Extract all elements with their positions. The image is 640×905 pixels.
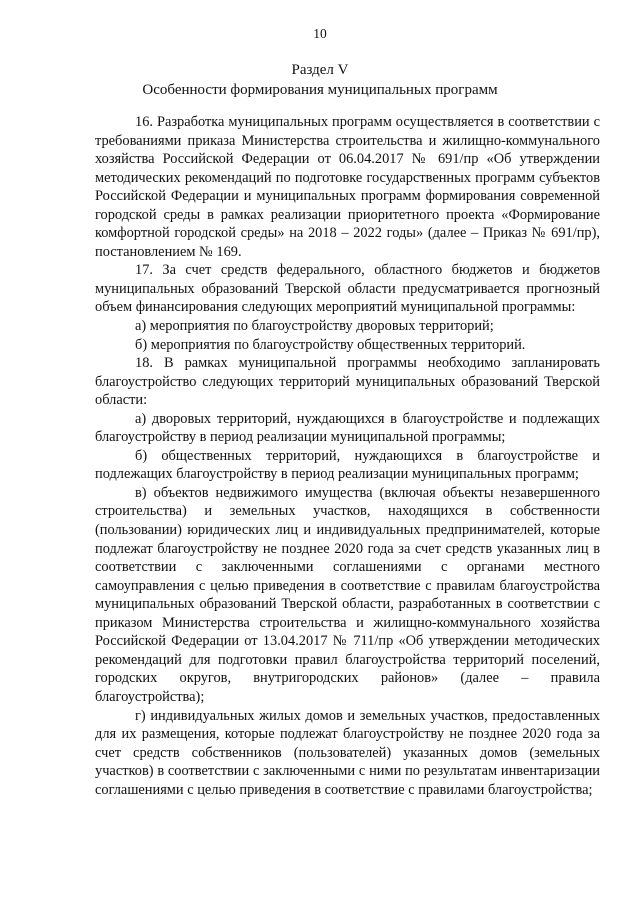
list-item-18g: г) индивидуальных жилых домов и земельных участков, предоставленных для их размещения, которые подлежат благоустройству не позднее 2020 года за счет средств собственников (пользователей) указанных домов (земельных участков) в соответствии с заключенными с ними по результатам инвентаризации соглашениями с целью приведения в соответствие с правилами благоустройства; [95, 707, 600, 798]
document-body [95, 113, 600, 799]
list-item-18b: б) общественных территорий, нуждающихся в благоустройстве и подлежащих благоустройству в период реализации муниципальных программ; [95, 447, 600, 483]
page-number: 10 [313, 26, 327, 41]
paragraph-16: 16. Разработка муниципальных программ осуществляется в соответствии с требованиями приказа Министерства строительства и жилищно-коммунального хозяйства Российской Федерации от 06.04.2017 № 691/пр «Об утверждении методических рекомендаций по подготовке государственных программ субъектов Российской Федерации и муниципальных программ формирования современной городской среды в рамках реализации приоритетного проекта «Формирование комфортной городской среды» на 2018 – 2022 годы» (далее – Приказ № 691/пр), постановлением № 169. [95, 114, 600, 260]
paragraph-18: 18. В рамках муниципальной программы необходимо запланировать благоустройство следующих территорий муниципальных образований Тверской области: [95, 355, 600, 409]
list-item-18a: а) дворовых территорий, нуждающихся в благоустройстве и подлежащих благоустройству в период реализации муниципальной программы; [95, 410, 600, 446]
section-title: Особенности формирования муниципальных программ [142, 82, 498, 98]
paragraph-17: 17. За счет средств федерального, областного бюджетов и бюджетов муниципальных образований Тверской области предусматривается прогнозный объем финансирования следующих мероприятий муниципальной программы: [95, 262, 600, 316]
list-item-18v: в) объектов недвижимого имущества (включая объекты незавершенного строительства) и земельных участков, находящихся в собственности (пользовании) юридических лиц и индивидуальных предпринимателей, которые подлежат благоустройству не позднее 2020 года за счет средств указанных лиц в соответствии с заключенными соглашениями с органами местного самоуправления с целью приведения в соответствие с правилам благоустройства муниципальных образований Тверской области, разработанных в соответствии с приказом Министерства строительства и жилищно-коммунального хозяйства Российской Федерации от 13.04.2017 № 711/пр «Об утверждении методических рекомендаций для подготовки правил благоустройства территорий поселений, городских округов, внутригородских районов» (далее – правила благоустройства); [95, 484, 600, 705]
section-label: Раздел V [291, 62, 349, 78]
list-item-17b: б) мероприятия по благоустройству общественных территорий. [135, 336, 526, 353]
list-item-17a: а) мероприятия по благоустройству дворовых территорий; [135, 318, 494, 335]
